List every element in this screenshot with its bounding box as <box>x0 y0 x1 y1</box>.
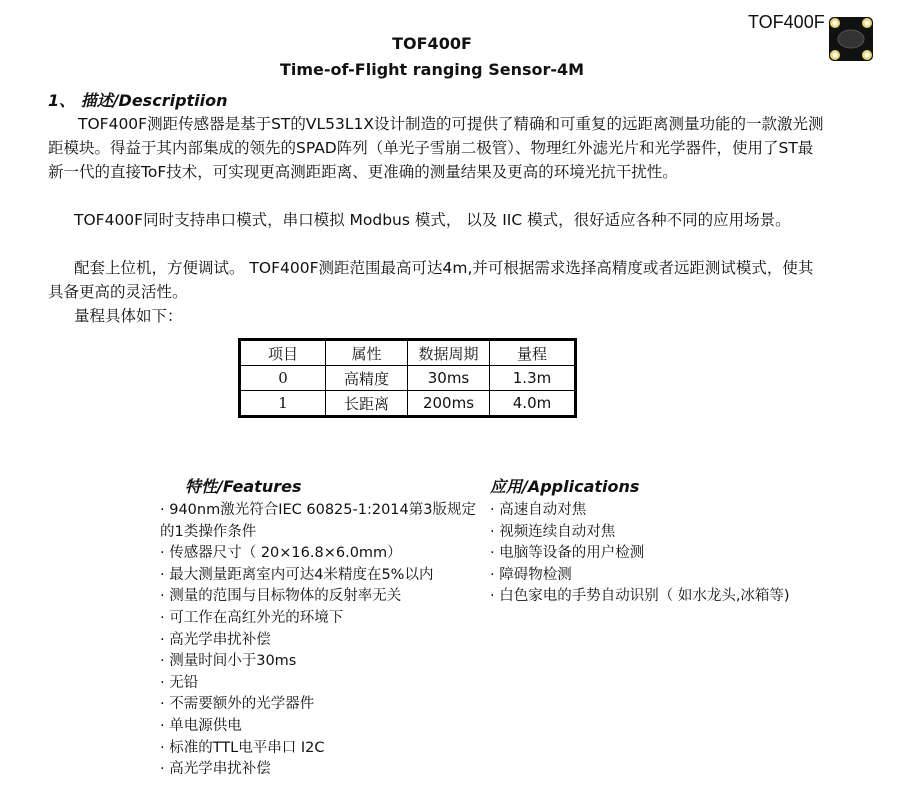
range-table <box>238 338 577 418</box>
table-row <box>240 366 576 391</box>
list-item: · 标准的TTL电平串口 I2C <box>160 739 325 756</box>
list-item: · 测量时间小于30ms <box>160 653 297 670</box>
list-item: · 940nm激光符合IEC 60825-1:2014第3版规定的1类操作条件 <box>160 502 476 540</box>
list-item: · 最大测量距离室内可达4米精度在5%以内 <box>160 566 434 583</box>
list-item: · 可工作在高红外光的环境下 <box>160 609 344 626</box>
list-item: · 单电源供电 <box>160 717 242 734</box>
table-header-row <box>240 340 576 366</box>
list-item: · 电脑等设备的用户检测 <box>490 545 645 562</box>
list-item: · 高速自动对焦 <box>490 502 587 518</box>
list-item: · 障碍物检测 <box>490 566 572 583</box>
table-cell: 30ms <box>408 366 490 391</box>
table-header: 数据周期 <box>408 340 490 366</box>
features-heading: 特性/Features <box>185 477 302 496</box>
list-item: · 传感器尺寸（ 20×16.8×6.0mm） <box>160 545 402 562</box>
doc-title: TOF400F <box>392 34 472 53</box>
section-heading-description: 1、 描述/Descriptiion <box>48 91 228 110</box>
table-header: 属性 <box>326 340 408 366</box>
table-header: 量程 <box>490 340 576 366</box>
table-cell: 1.3m <box>490 366 576 391</box>
applications-heading: 应用/Applications <box>490 477 640 496</box>
list-item: · 视频连续自动对焦 <box>490 523 616 540</box>
list-item: · 高光学串扰补偿 <box>160 761 271 778</box>
table-row <box>240 391 576 417</box>
paragraph: TOF400F测距传感器是基于ST的VL53L1X设计制造的可提供了精确和可重复的远距离测量功能的一款激光测距模块。得益于其内部集成的领先的SPAD阵列（单光子雪崩二极管）、物理红外滤光片和光学器件，使用了ST最新一代的直接ToF技术，可实现更高测距距离、更准确的测量结果及更高的环境光抗干扰性。 <box>48 115 824 181</box>
table-cell: 高精度 <box>326 366 408 391</box>
paragraph: 配套上位机，方便调试。 TOF400F测距范围最高可达4m,并可根据需求选择高精度或者远距测试模式，使其具备更高的灵活性。 <box>48 259 814 301</box>
table-cell: 0 <box>240 366 326 391</box>
paragraph: 量程具体如下： <box>74 307 183 325</box>
table-header: 项目 <box>240 340 326 366</box>
table-cell: 200ms <box>408 391 490 417</box>
list-item: · 不需要额外的光学器件 <box>160 696 315 713</box>
features-list <box>160 500 490 781</box>
table-cell: 1 <box>240 391 326 417</box>
list-item: · 高光学串扰补偿 <box>160 631 271 648</box>
list-item: · 测量的范围与目标物体的反射率无关 <box>160 588 402 605</box>
corner-product-label: TOF400F <box>748 12 825 32</box>
table-cell: 4.0m <box>490 391 576 417</box>
paragraph: TOF400F同时支持串口模式，串口模拟 Modbus 模式， 以及 IIC 模式，很好适应各种不同的应用场景。 <box>74 211 791 229</box>
applications-list <box>490 500 800 608</box>
list-item: · 白色家电的手势自动识别（ 如水龙头,冰箱等) <box>490 588 790 605</box>
list-item: · 无铅 <box>160 674 199 691</box>
doc-subtitle: Time-of-Flight ranging Sensor-4M <box>279 60 585 79</box>
table-cell: 长距离 <box>326 391 408 417</box>
